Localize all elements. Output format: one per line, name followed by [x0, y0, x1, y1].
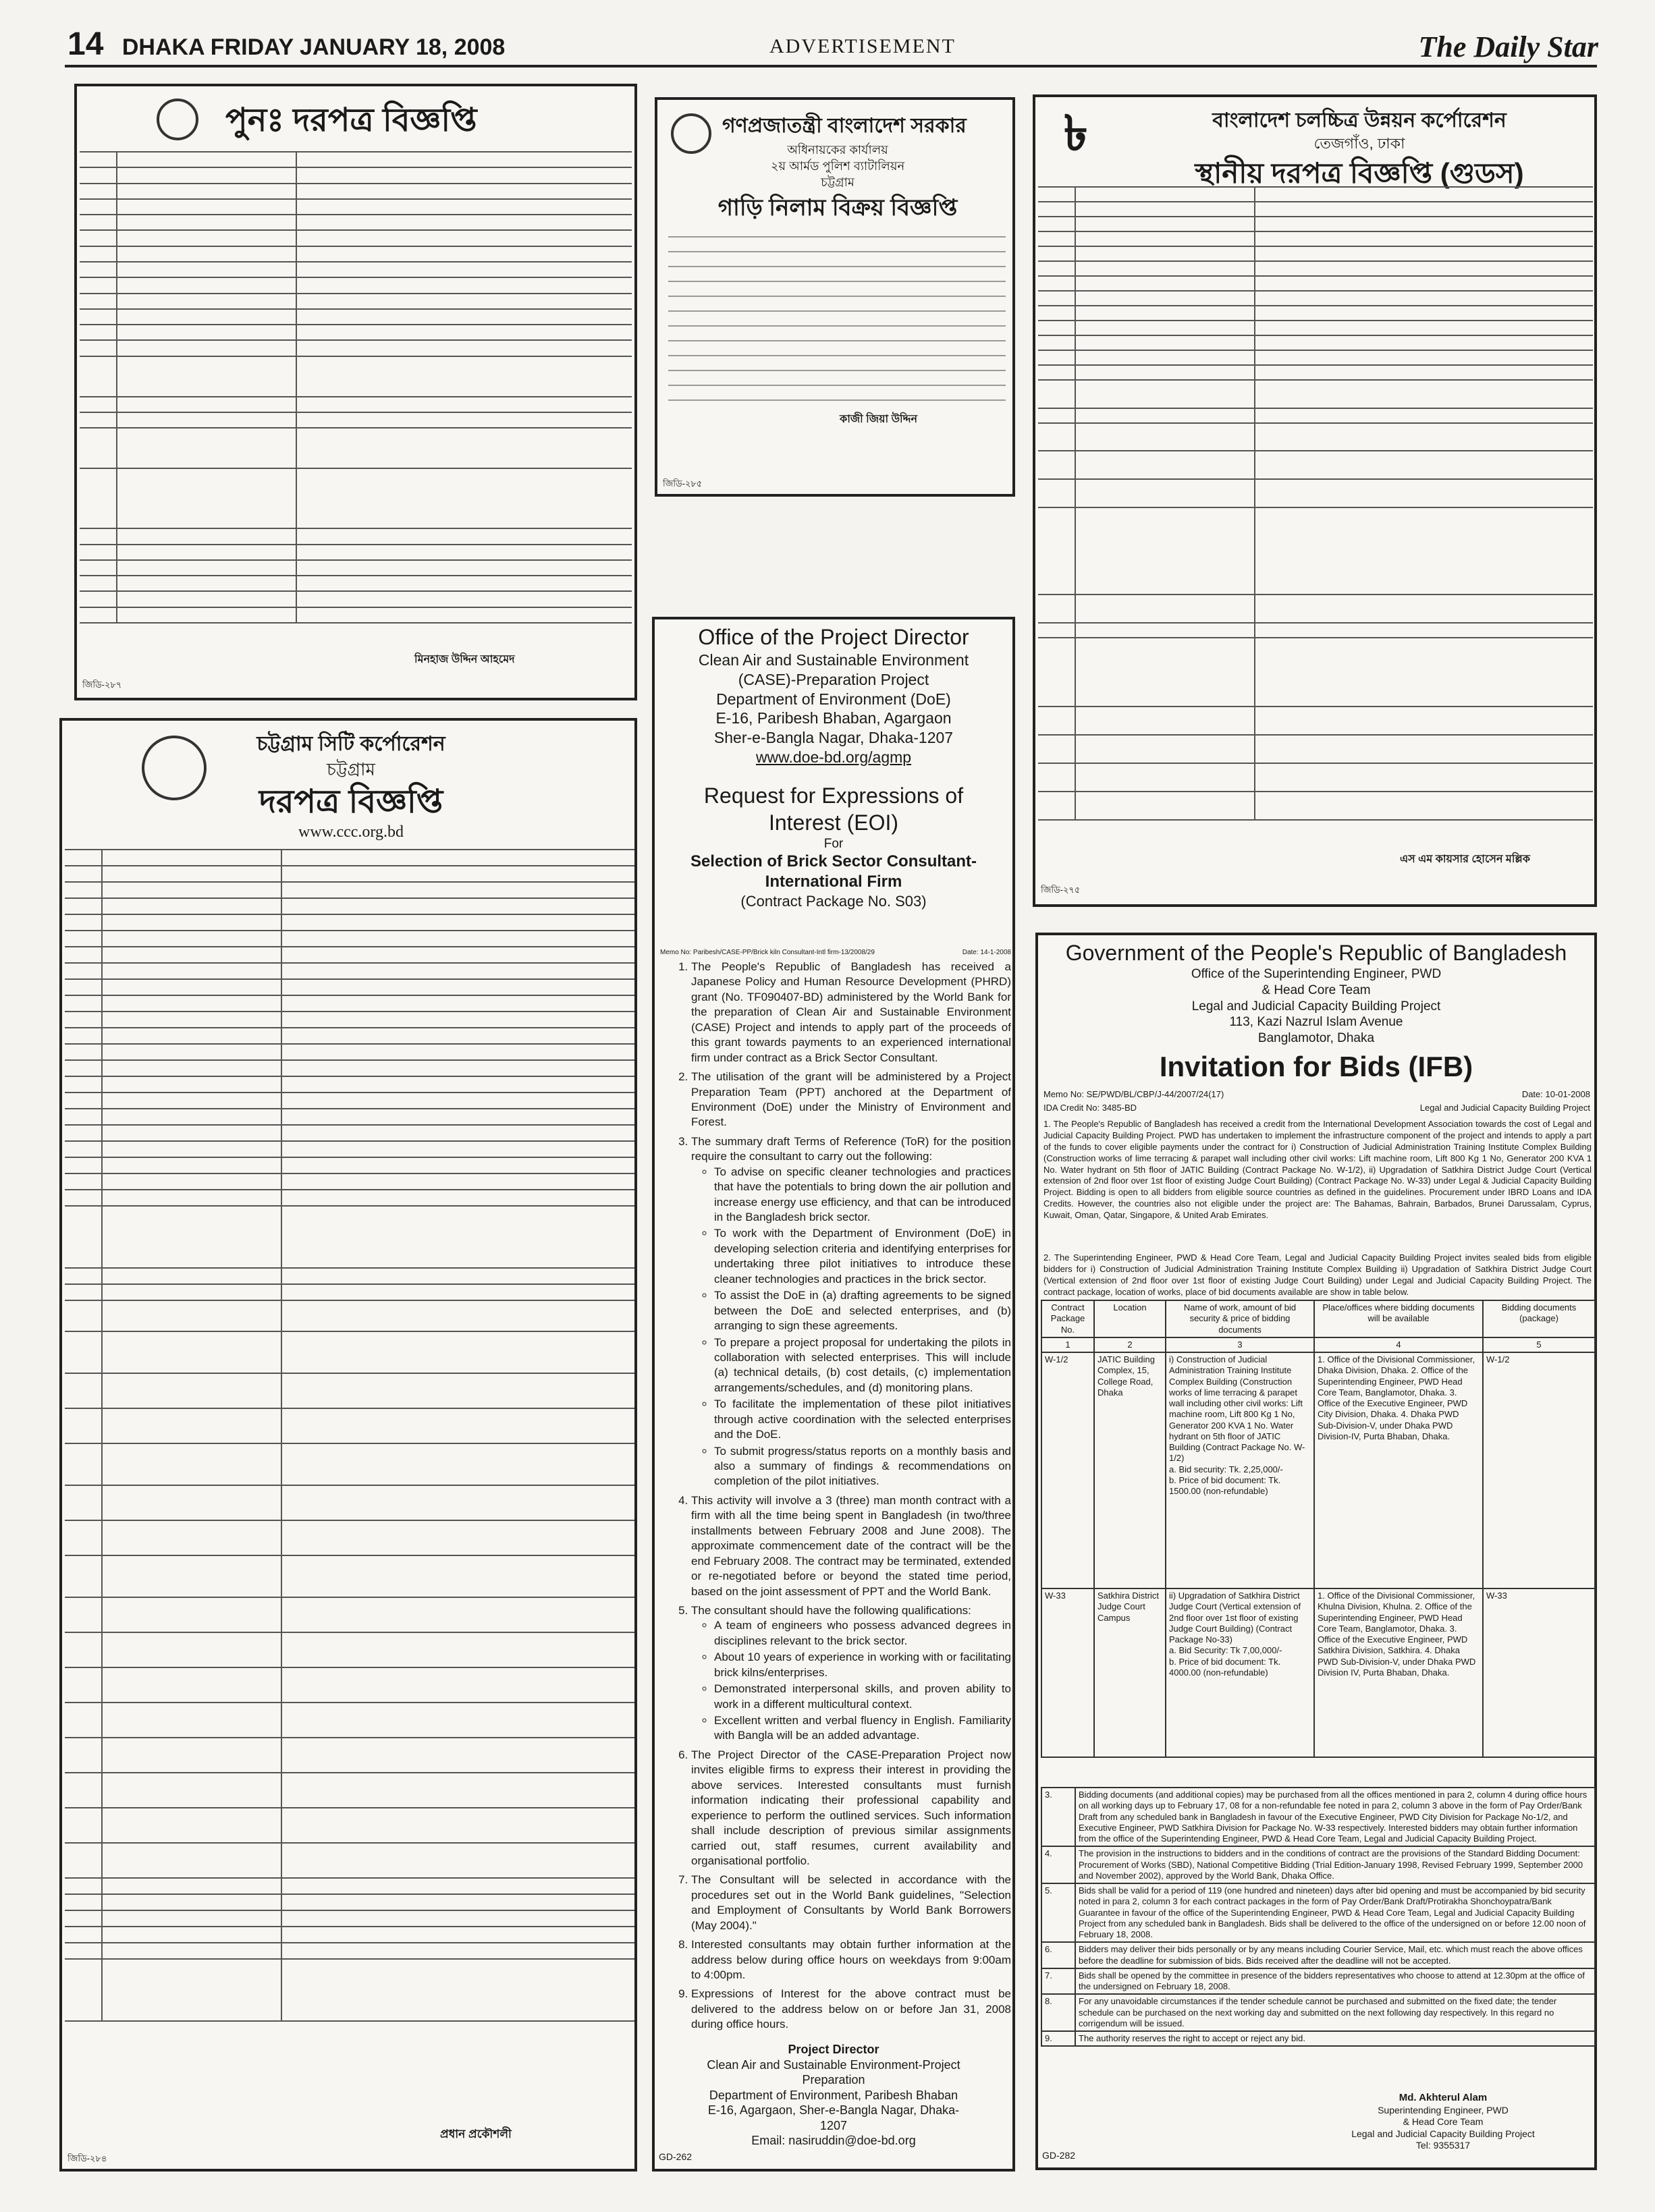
cell-location: JATIC Building Complex, 15, College Road, Dhaka: [1094, 1352, 1166, 1588]
ifb-project: Legal and Judicial Capacity Building Project: [1191, 999, 1441, 1014]
eoi-memo-date: Date: 14-1-2008: [962, 949, 1011, 956]
ccc-notice-title: দরপত্র বিজ্ঞপ্তি: [259, 784, 443, 820]
header-rule: [65, 65, 1597, 67]
cell-places: 1. Office of the Divisional Commissioner, Khulna Division, Khulna. 2. Office of the Superintending Engineer, PWD Head Core Team, Banglamotor, Dhaka. 3. Office of the Executive Engineer, PWD Satkhira Division, Satkhira. 4. Dhaka PWD Sub-Division-V, under Dhaka PWD Division IV, Purta Bhaban, Dhaka.: [1314, 1588, 1483, 1757]
eoi-item-4: 4. This activity will involve a 3 (three) man month contract with a firm with all the time being spent in Bangladesh (in two/three installments between February 2008 and June 2008). The approximate commencement date of the contract will be the end February 2008. The contract may be terminated, extended or re-negotiated before or beyond the stated time period, based on the joint assessment of PPT and the World Bank.: [691, 1493, 1011, 1599]
th-docs: Bidding documents (package): [1483, 1300, 1595, 1337]
eoi-qual-bullet: ◦ Excellent written and verbal fluency in English. Familiarity with Bangla will be an added advantage.: [714, 1713, 1011, 1744]
ifb-note: 8. For any unavoidable circumstances if the tender schedule cannot be purchased and submitted on the fixed date; the tender schedule can be purchased on the next working day and submitted on the next following day respectively. In this regard no corrigendum will be issued.: [1041, 1994, 1595, 2031]
eoi-for: For: [823, 836, 844, 851]
ad-ifb: [1035, 933, 1597, 2170]
retender-code: জিডি-২৮৭: [82, 680, 122, 690]
cell-docs: W-1/2: [1483, 1352, 1595, 1588]
ifb-note: 6. Bidders may deliver their bids personally or by any means including Courier Service, Mail, etc. which must reach the above offices before the deadline for submission of bids. Bids received after the deadline will not be accepted.: [1041, 1942, 1595, 1968]
ifb-code: GD-282: [1042, 2150, 1076, 2161]
ifb-tel: Tel: 9355317: [1415, 2140, 1471, 2151]
ccc-city: চট্টগ্রাম: [327, 759, 375, 779]
eoi-tor-bullet: ◦ To work with the Department of Environment (DoE) in developing selection criteria and identifying enterprises for undertaking three pilot initiatives to introduce these cleaner technologies and practices in the brick sector.: [714, 1226, 1011, 1287]
eoi-body: [659, 960, 1011, 2037]
bfdc-notice: স্থানীয় দরপত্র বিজ্ঞপ্তি (গুডস): [1195, 157, 1524, 189]
bfdc-signer: এস এম কায়সার হোসেন মল্লিক: [1400, 854, 1530, 865]
ifb-note: 3. Bidding documents (and additional copies) may be purchased from all the offices mentioned in para 2, column 4 during office hours on all working days up to February 17, 08 for a non-refundable fee noted in para 2, column 3 above in the form of Pay Order/Bank Draft from any scheduled bank in Bangladesh in favour of the Executive Engineer, PWD City Division for Package No-1/2, and Executive Engineer, PWD Satkhira Division for Package No. W-33 respectively. Interested bidders may obtain further information from the office of the Superintending Engineer, PWD & Head Core Team, Legal and Judicial Capacity Building Project.: [1041, 1788, 1595, 1846]
ifb-note: 7. Bids shall be opened by the committee in presence of the bidders representatives who choose to attend at 12.30pm at the office of the undersigned on February 18, 2008.: [1041, 1968, 1595, 1995]
eoi-footer-title: Project Director: [788, 2043, 879, 2056]
eoi-item-8: 8. Interested consultants may obtain further information at the address below during office hours on weekdays from 9:00am to 4:00pm.: [691, 1937, 1011, 1983]
cell-location: Satkhira District Judge Court Campus: [1094, 1588, 1166, 1757]
eoi-address1: E-16, Paribesh Bhaban, Agargaon: [715, 709, 952, 727]
eoi-tor-bullet: ◦ To advise on specific cleaner technologies and practices that have the potentials to bring down the air pollution and increase energy use efficiency, and that can be introduced in the Bangladesh brick sector.: [714, 1165, 1011, 1225]
ifb-signer-block: [1295, 2092, 1592, 2152]
police-unit: ২য় আর্মড পুলিশ ব্যাটালিয়ন: [770, 159, 905, 173]
eoi-header-block: [655, 624, 1012, 911]
th-places: Place/offices where bidding documents will be available: [1314, 1300, 1483, 1337]
eoi-qual-bullet: ◦ About 10 years of experience in working with or facilitating brick kilns/enterprises.: [714, 1650, 1011, 1680]
ccc-website[interactable]: www.ccc.org.bd: [298, 823, 404, 841]
ifb-project-right: Legal and Judicial Capacity Building Project: [1419, 1103, 1590, 1113]
ccc-code: জিডি-২৮৪: [67, 2153, 107, 2163]
page-header-left: [67, 26, 505, 63]
eoi-item-7: 7. The Consultant will be selected in accordance with the procedures set out in the World Bank guidelines, "Selection and Employment of Consultants by World Bank Borrowers (May 2004).": [691, 1873, 1011, 1933]
table-row: [1041, 1352, 1595, 1588]
eoi-request-title: Request for Expressions of Interest (EOI): [703, 783, 964, 835]
police-city: চট্টগ্রাম: [821, 175, 854, 189]
ifb-notes: [1041, 1787, 1596, 2047]
eoi-tor-bullet: ◦ To prepare a project proposal for undertaking the pilots in collaboration with selected enterprises. This will include (a) technical details, (b) cost details, (c) implementation arrangements/schedules, and (d) monitoring plans.: [714, 1335, 1011, 1396]
ifb-table-numbers: [1041, 1337, 1595, 1352]
eoi-memo-line: [660, 949, 1011, 956]
ifb-signer-title: Legal and Judicial Capacity Building Project: [1351, 2128, 1535, 2139]
ad-police-auction: [655, 97, 1015, 497]
section-label: ADVERTISEMENT: [769, 35, 956, 57]
eoi-item-3: 3. The summary draft Terms of Reference (ToR) for the position require the consultant to carry out the following: ◦ To advise on specific cleaner technologies and practices that have the potentials to bring down the air pollution and increase energy use efficiency, and that can be introduced in the Bangladesh brick sector. ◦ To work with the Department of Environment (DoE) in developing selection criteria and identifying enterprises for undertaking three pilot initiatives to introduce these cleaner technologies and practices in the brick sector. ◦ To assist the DoE in (a) drafting agreements to be signed between the DoE and selected enterprises, and (b) arranging to sign these agreements. ◦ To prepare a project proposal for undertaking the pilots in collaboration with selected enterprises. This will include (a) technical details, (b) cost details, (c) implementation arrangements/schedules, and (d) monitoring plans. ◦ To facilitate the implementation of these pilot initiatives through active coordination with the selected enterprises and the DoE. ◦ To submit progress/status reports on a monthly basis and also a summary of findings & recommendations on completion of the pilot initiatives.: [691, 1134, 1011, 1489]
ad-retender-notice: [74, 84, 637, 700]
ifb-office: Office of the Superintending Engineer, PWD: [1191, 967, 1442, 981]
ifb-table-header: [1041, 1300, 1595, 1337]
bfdc-table: [1038, 186, 1593, 821]
ifb-signer-title: Superintending Engineer, PWD: [1378, 2104, 1509, 2116]
ifb-signer-title: & Head Core Team: [1403, 2116, 1484, 2128]
retender-title: পুনঃ দরপত্র বিজ্ঞপ্তি: [225, 103, 477, 138]
th-location: Location: [1094, 1300, 1166, 1337]
ifb-header: [1038, 939, 1594, 1084]
col-number: 4: [1314, 1337, 1483, 1352]
eoi-code: GD-262: [659, 2151, 693, 2162]
cell-package: W-33: [1041, 1588, 1094, 1757]
retender-table: [80, 151, 632, 624]
table-row: [1041, 1588, 1595, 1757]
eoi-project2: (CASE)-Preparation Project: [738, 670, 929, 688]
bfdc-city: তেজগাঁও, ঢাকা: [1313, 135, 1405, 152]
police-notice: গাড়ি নিলাম বিক্রয় বিজ্ঞপ্তি: [717, 195, 958, 221]
ad-eoi: [652, 617, 1015, 2172]
ifb-note: 5. Bids shall be valid for a period of 119 (one hundred and nineteen) days after bid opening and must be accompanied by bid security noted in para 2, column 3 for each contract packages in the form of Pay Order/Bank Draft/Protirakha Shonchoypatra/Bank Guarantee in favour of the office of the Superintending Engineer, PWD & Head Core Team, Legal and Judicial Capacity Building Project from any scheduled bank in Bangladesh. Bids shall be delivered to the office of the undersigned on or before 12.00 noon of February 18, 2008.: [1041, 1883, 1595, 1942]
ifb-date: Date: 10-01-2008: [1521, 1089, 1590, 1099]
police-office: অধিনায়কের কার্যালয়: [787, 143, 888, 157]
ifb-para-2: 2. The Superintending Engineer, PWD & Head Core Team, Legal and Judicial Capacity Building Project invites sealed bids from eligible bidders for i) Construction of Judicial Administration Training Institute Complex Building ii) Upgradation of Satkhira District Judge Court (Vertical extension of 2nd floor over 1st floor of existing Judge Court Building) under Legal and Judicial Capacity Building Project. The contract package, location of works, place of bid documents available are show in table below.: [1043, 1252, 1592, 1297]
police-code: জিডি-২৮৫: [663, 478, 703, 489]
eoi-footer: [655, 2042, 1012, 2149]
eoi-item-9: 9. Expressions of Interest for the above contract must be delivered to the address below on or before Jan 31, 2008 during office hours.: [691, 1987, 1011, 2032]
masthead-logo: The Daily Star: [1418, 30, 1598, 63]
eoi-qual-bullet: ◦ A team of engineers who possess advanced degrees in disciplines relevant to the brick sector.: [714, 1618, 1011, 1649]
bfdc-org: বাংলাদেশ চলচ্চিত্র উন্নয়ন কর্পোরেশন: [1212, 109, 1507, 132]
police-body-lines: [668, 225, 1006, 401]
cell-docs: W-33: [1483, 1588, 1595, 1757]
col-number: 2: [1094, 1337, 1166, 1352]
ifb-table: [1041, 1300, 1596, 1758]
issue-date: DHAKA FRIDAY JANUARY 18, 2008: [121, 34, 506, 60]
col-number: 5: [1483, 1337, 1595, 1352]
eoi-item-6: 6. The Project Director of the CASE-Preparation Project now invites eligible firms to express their interest in providing the above services. Interested consultants must furnish information indicating their professional capability and experience to perform the outlined services. Such information shall include description of previous similar assignments carried out, staff resumes, current availability and organisational portfolio.: [691, 1748, 1011, 1869]
eoi-footer-line: Preparation: [802, 2073, 865, 2086]
eoi-tor-bullet: ◦ To assist the DoE in (a) drafting agreements to be signed between the DoE and selected enterprises, and (b) arranging to sign these agreements.: [714, 1288, 1011, 1333]
cell-work: ii) Upgradation of Satkhira District Judge Court (Vertical extension of 2nd floor over 1st floor of existing Judge Court Building) (Contract Package No-33) a. Bid Security: Tk 7,00,000/- b. Price of bid document: Tk. 4000.00 (non-refundable): [1166, 1588, 1314, 1757]
ccc-org: চট্টগ্রাম সিটি কর্পোরেশন: [256, 733, 445, 755]
ifb-ida-line: [1043, 1103, 1590, 1113]
eoi-footer-line: Clean Air and Sustainable Environment-Project: [707, 2057, 960, 2072]
eoi-qual-bullet: ◦ Demonstrated interpersonal skills, and proven ability to work in a different multicultural context.: [714, 1682, 1011, 1712]
eoi-address2: Sher-e-Bangla Nagar, Dhaka-1207: [713, 729, 954, 746]
eoi-memo: Memo No: Paribesh/CASE-PP/Brick kiln Consultant-Intl firm-13/2008/29: [660, 949, 875, 956]
eoi-tor-bullet: ◦ To submit progress/status reports on a monthly basis and also a summary of findings & recommendations on completion of the pilot initiatives.: [714, 1444, 1011, 1489]
eoi-website[interactable]: www.doe-bd.org/agmp: [755, 748, 912, 766]
ifb-memo-line: [1043, 1089, 1590, 1099]
ccc-table: [65, 849, 634, 2104]
eoi-office-title: Office of the Project Director: [698, 625, 969, 649]
ifb-notes-table: [1041, 1787, 1596, 2047]
bfdc-logo-icon: ৳: [1064, 107, 1088, 161]
cell-package: W-1/2: [1041, 1352, 1094, 1588]
ifb-note: 9. The authority reserves the right to accept or reject any bid.: [1041, 2031, 1595, 2046]
ifb-note: 4. The provision in the instructions to bidders and in the conditions of contract are the provisions of the Standard Bidding Document: Procurement of Works (SBD), National Competitive Bidding (Trial Edition-January 1998, Revised February 1999, September 2000 and November 2002), approved by the World Bank, Dhaka Office.: [1041, 1846, 1595, 1883]
col-number: 3: [1166, 1337, 1314, 1352]
eoi-item-5: 5. The consultant should have the following qualifications: ◦ A team of engineers who possess advanced degrees in disciplines relevant to the brick sector. ◦ About 10 years of experience in working with or facilitating brick kilns/enterprises. ◦ Demonstrated interpersonal skills, and proven ability to work in a different multicultural context. ◦ Excellent written and verbal fluency in English. Familiarity with Bangla will be an added advantage.: [691, 1603, 1011, 1744]
eoi-footer-line: 1207: [819, 2118, 848, 2132]
ccc-signer: প্রধান প্রকৌশলী: [440, 2128, 512, 2140]
eoi-package: (Contract Package No. S03): [740, 893, 927, 910]
eoi-tor-bullet: ◦ To facilitate the implementation of these pilot initiatives through active coordination with the selected enterprises and the DoE.: [714, 1397, 1011, 1442]
ifb-circle: & Head Core Team: [1261, 983, 1371, 997]
eoi-item-1: 1. The People's Republic of Bangladesh has received a Japanese Policy and Human Resource Development (PHRD) grant (No. TF090407-BD) administered by the World Bank for the preparation of Clean Air and Sustainable Environment (CASE) Project and intends to apply part of the proceeds of this grant towards payments to an experienced international firm under contract as a Brick Sector Consultant.: [691, 960, 1011, 1066]
ifb-gov: Government of the People's Republic of Bangladesh: [1065, 941, 1567, 965]
eoi-dept: Department of Environment (DoE): [716, 690, 951, 708]
government-emblem-icon: [157, 99, 198, 140]
ifb-memo: Memo No: SE/PWD/BL/CBP/J-44/2007/24(17): [1043, 1089, 1224, 1099]
eoi-project: Clean Air and Sustainable Environment: [698, 651, 969, 669]
col-number: 1: [1041, 1337, 1094, 1352]
bfdc-code: জিডি-২৭৫: [1041, 885, 1081, 895]
eoi-footer-line: E-16, Agargaon, Sher-e-Bangla Nagar, Dhaka-: [707, 2103, 960, 2117]
ifb-para-1: 1. The People's Republic of Bangladesh has received a credit from the International Development Association towards the cost of Legal and Judicial Capacity Building Project. PWD has undertaken to implement the infrastructure component of the project and intends to apply a part of the funds to cover eligible payments under the contract for i) Construction of Judicial Administration Training Institute Complex Building (Construction works of lime terracing & parapet wall including other civil works: Lift machine room, Lift 800 Kg 1 No, Generator 200 KVA 1 No. Water hydrant on 5th floor of JATIC Building (Contract Package No. W-1/2), ii) Upgradation of Satkhira District Judge Court (Vertical extension of 2nd floor over 1st floor of existing Judge Court Building) (Contract Package No. W-33) under Legal & Judicial Capacity Building Project. Bidding is open to all bidders from eligible source countries as defined in the guidelines. Procurement under IBRD Loans and IDA Credits. However, the countries also not eligible under the project are: The Bahamas, Bahrain, Barbados, Brunei Darussalam, Cyprus, Kuwait, Oman, Qatar, Singapore, & United Arab Emirates.: [1043, 1119, 1592, 1221]
cell-work: i) Construction of Judicial Administration Training Institute Complex Building (Construction works of lime terracing & parapet wall including other civil works: Lift machine room, Lift 800 Kg 1 No, Generator 200 KVA 1 No. Water hydrant on 5th floor of JATIC Building (Contract Package No. W-1/2) a. Bid security: Tk. 2,25,000/- b. Price of bid document: Tk. 1500.00 (non-refundable): [1166, 1352, 1314, 1588]
ad-bfdc-tender: [1033, 94, 1597, 907]
eoi-email[interactable]: Email: nasiruddin@doe-bd.org: [751, 2134, 916, 2147]
th-work: Name of work, amount of bid security & price of bidding documents: [1166, 1300, 1314, 1337]
eoi-item-2: 2. The utilisation of the grant will be administered by a Project Preparation Team (PPT) anchored at the Department of Environment (DoE) under the Ministry of Environment and Forest.: [691, 1070, 1011, 1130]
page-number: 14: [67, 26, 104, 62]
ifb-address1: 113, Kazi Nazrul Islam Avenue: [1229, 1015, 1403, 1030]
eoi-selection: Selection of Brick Sector Consultant-International Firm: [690, 852, 977, 891]
retender-signer: মিনহাজ উদ্দিন আহমেদ: [414, 654, 515, 665]
police-gov: গণপ্রজাতন্ত্রী বাংলাদেশ সরকার: [722, 115, 967, 137]
ifb-invitation-title: Invitation for Bids (IFB): [1159, 1050, 1473, 1082]
ifb-signer-name: Md. Akhterul Alam: [1399, 2092, 1488, 2103]
ifb-address2: Banglamotor, Dhaka: [1257, 1031, 1375, 1045]
ifb-table-wrap: [1041, 1300, 1596, 1758]
th-package: Contract Package No.: [1041, 1300, 1094, 1337]
police-signer: কাজী জিয়া উদ্দিন: [840, 414, 918, 425]
eoi-footer-line: Department of Environment, Paribesh Bhaban: [709, 2088, 958, 2102]
ifb-ida: IDA Credit No: 3485-BD: [1043, 1103, 1137, 1113]
cell-places: 1. Office of the Divisional Commissioner, Dhaka Division, Dhaka. 2. Office of the Superintending Engineer, PWD Head Core Team, Banglamotor, Dhaka. 3. Office of the Executive Engineer, PWD City Division, Dhaka. 4. Dhaka PWD Sub-Division-V, under Dhaka PWD Division-IV, Purta Bhaban, Dhaka.: [1314, 1352, 1483, 1588]
ad-ccc-tender: [59, 718, 637, 2172]
